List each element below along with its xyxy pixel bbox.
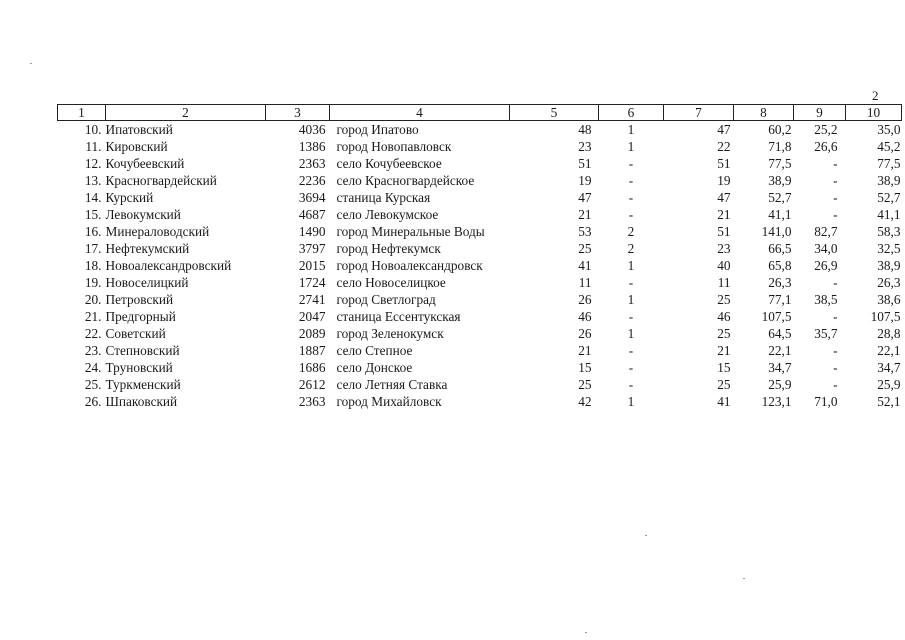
district-table	[57, 104, 902, 410]
population: 2363	[298, 394, 326, 409]
value-col-9: -	[833, 156, 838, 171]
district-name: Курский	[105, 190, 154, 205]
district-name: Степновский	[105, 343, 180, 358]
value-col-10: 38,9	[877, 258, 901, 273]
value-col-7: 15	[717, 360, 731, 375]
table-row	[58, 121, 902, 139]
admin-center: село Донское	[336, 360, 413, 375]
value-col-7: 46	[717, 309, 731, 324]
row-number: 16.	[84, 224, 102, 239]
admin-center: город Нефтекумск	[336, 241, 441, 256]
value-col-5: 25	[578, 241, 592, 256]
value-col-9: -	[833, 377, 838, 392]
admin-center: село Левокумское	[336, 207, 439, 222]
value-col-10: 52,7	[877, 190, 901, 205]
population: 3797	[298, 241, 326, 256]
value-col-6: 1	[627, 258, 635, 273]
value-col-5: 47	[578, 190, 592, 205]
value-col-7: 41	[717, 394, 731, 409]
value-col-5: 11	[578, 275, 592, 290]
row-number: 12.	[84, 156, 102, 171]
value-col-9: 26,9	[814, 258, 838, 273]
value-col-10: 52,1	[877, 394, 901, 409]
page-number: 2	[872, 88, 879, 103]
column-header: 7	[664, 105, 734, 121]
column-header: 9	[794, 105, 846, 121]
district-name: Советский	[105, 326, 166, 341]
value-col-5: 51	[578, 156, 592, 171]
population: 1887	[298, 343, 326, 358]
value-col-5: 26	[578, 292, 592, 307]
table-row	[58, 172, 902, 189]
table-row	[58, 206, 902, 223]
value-col-5: 48	[578, 122, 592, 137]
scan-speck	[645, 535, 647, 536]
value-col-8: 22,1	[768, 343, 792, 358]
value-col-8: 41,1	[768, 207, 792, 222]
population: 3694	[298, 190, 326, 205]
population: 4036	[298, 122, 326, 137]
value-col-7: 47	[717, 190, 731, 205]
column-header: 3	[266, 105, 330, 121]
row-number: 18.	[84, 258, 102, 273]
value-col-9: 34,0	[814, 241, 838, 256]
district-name: Труновский	[105, 360, 173, 375]
value-col-9: -	[833, 275, 838, 290]
admin-center: город Минеральные Воды	[336, 224, 485, 239]
value-col-5: 41	[578, 258, 592, 273]
value-col-10: 25,9	[877, 377, 901, 392]
value-col-8: 65,8	[768, 258, 792, 273]
value-col-8: 25,9	[768, 377, 792, 392]
value-col-6: -	[628, 377, 634, 392]
scan-speck	[743, 578, 745, 579]
admin-center: село Новоселицкое	[336, 275, 446, 290]
population: 2741	[298, 292, 326, 307]
value-col-8: 66,5	[768, 241, 792, 256]
value-col-7: 25	[717, 292, 731, 307]
value-col-7: 23	[717, 241, 731, 256]
value-col-7: 19	[717, 173, 731, 188]
district-name: Левокумский	[105, 207, 181, 222]
value-col-6: 1	[627, 122, 635, 137]
value-col-8: 38,9	[768, 173, 792, 188]
value-col-10: 26,3	[877, 275, 901, 290]
table-row	[58, 308, 902, 325]
scan-speck	[585, 632, 587, 633]
admin-center: село Красногвардейское	[336, 173, 475, 188]
value-col-9: -	[833, 207, 838, 222]
district-name: Минераловодский	[105, 224, 210, 239]
column-header: 1	[58, 105, 106, 121]
value-col-8: 60,2	[768, 122, 792, 137]
value-col-8: 123,1	[761, 394, 792, 409]
value-col-6: -	[628, 360, 634, 375]
table-row	[58, 342, 902, 359]
admin-center: станица Курская	[336, 190, 431, 205]
table-row	[58, 189, 902, 206]
population: 1686	[298, 360, 326, 375]
value-col-7: 11	[717, 275, 731, 290]
admin-center: город Светлоград	[336, 292, 436, 307]
value-col-9: 38,5	[814, 292, 838, 307]
value-col-9: 35,7	[814, 326, 838, 341]
value-col-10: 35,0	[877, 122, 901, 137]
admin-center: город Новоалександровск	[336, 258, 483, 273]
row-number: 26.	[84, 394, 102, 409]
table-row	[58, 257, 902, 274]
value-col-10: 45,2	[877, 139, 901, 154]
value-col-9: -	[833, 343, 838, 358]
population: 2047	[298, 309, 326, 324]
value-col-6: 1	[627, 326, 635, 341]
row-number: 23.	[84, 343, 102, 358]
value-col-7: 25	[717, 326, 731, 341]
value-col-10: 58,3	[877, 224, 901, 239]
value-col-5: 53	[578, 224, 592, 239]
value-col-10: 38,6	[877, 292, 901, 307]
column-header: 8	[734, 105, 794, 121]
population: 2089	[298, 326, 326, 341]
value-col-10: 34,7	[877, 360, 901, 375]
admin-center: город Михайловск	[336, 394, 442, 409]
row-number: 11.	[85, 139, 102, 154]
value-col-6: -	[628, 343, 634, 358]
value-col-9: 71,0	[814, 394, 838, 409]
table-row	[58, 155, 902, 172]
column-header: 2	[106, 105, 266, 121]
value-col-5: 21	[578, 207, 592, 222]
table-row	[58, 325, 902, 342]
value-col-9: 26,6	[814, 139, 838, 154]
row-number: 10.	[84, 122, 102, 137]
value-col-5: 26	[578, 326, 592, 341]
population: 4687	[298, 207, 326, 222]
column-header: 4	[330, 105, 510, 121]
value-col-5: 21	[578, 343, 592, 358]
column-header: 6	[599, 105, 664, 121]
value-col-6: 1	[627, 292, 635, 307]
value-col-7: 47	[717, 122, 731, 137]
value-col-5: 25	[578, 377, 592, 392]
scan-speck	[30, 63, 32, 64]
value-col-7: 51	[717, 156, 731, 171]
table-row	[58, 291, 902, 308]
population: 2236	[298, 173, 326, 188]
table-row	[58, 359, 902, 376]
district-name: Красногвардейский	[105, 173, 217, 188]
row-number: 14.	[84, 190, 102, 205]
column-header: 5	[510, 105, 599, 121]
value-col-10: 32,5	[877, 241, 901, 256]
admin-center: село Летняя Ставка	[336, 377, 448, 392]
value-col-10: 77,5	[877, 156, 901, 171]
district-name: Кочубеевский	[105, 156, 185, 171]
value-col-8: 77,1	[768, 292, 792, 307]
row-number: 22.	[84, 326, 102, 341]
value-col-6: -	[628, 190, 634, 205]
table-row	[58, 274, 902, 291]
admin-center: станица Ессентукская	[336, 309, 461, 324]
row-number: 17.	[84, 241, 102, 256]
value-col-6: -	[628, 275, 634, 290]
value-col-9: -	[833, 309, 838, 324]
value-col-8: 52,7	[768, 190, 792, 205]
value-col-8: 141,0	[761, 224, 792, 239]
district-name: Предгорный	[105, 309, 176, 324]
value-col-8: 64,5	[768, 326, 792, 341]
value-col-10: 22,1	[877, 343, 901, 358]
value-col-6: 1	[627, 139, 635, 154]
value-col-8: 107,5	[761, 309, 792, 324]
row-number: 19.	[84, 275, 102, 290]
table-body	[58, 121, 902, 411]
table-row	[58, 393, 902, 410]
value-col-8: 26,3	[768, 275, 792, 290]
value-col-7: 21	[717, 343, 731, 358]
value-col-10: 107,5	[870, 309, 901, 324]
district-name: Новоалександровский	[105, 258, 232, 273]
district-name: Ипатовский	[105, 122, 173, 137]
value-col-8: 77,5	[768, 156, 792, 171]
value-col-5: 42	[578, 394, 592, 409]
population: 1386	[298, 139, 326, 154]
value-col-6: -	[628, 309, 634, 324]
value-col-9: 25,2	[814, 122, 838, 137]
value-col-5: 19	[578, 173, 592, 188]
column-header: 10	[846, 105, 902, 121]
admin-center: город Новопавловск	[336, 139, 452, 154]
header-row	[58, 105, 902, 121]
value-col-6: -	[628, 156, 634, 171]
district-name: Кировский	[105, 139, 168, 154]
value-col-7: 21	[717, 207, 731, 222]
admin-center: город Зеленокумск	[336, 326, 444, 341]
row-number: 24.	[84, 360, 102, 375]
value-col-7: 25	[717, 377, 731, 392]
district-name: Шпаковский	[105, 394, 178, 409]
value-col-7: 51	[717, 224, 731, 239]
value-col-6: -	[628, 173, 634, 188]
value-col-6: 1	[627, 394, 635, 409]
row-number: 15.	[84, 207, 102, 222]
value-col-10: 38,9	[877, 173, 901, 188]
admin-center: город Ипатово	[336, 122, 419, 137]
population: 1490	[298, 224, 326, 239]
admin-center: село Степное	[336, 343, 413, 358]
value-col-8: 71,8	[768, 139, 792, 154]
value-col-9: -	[833, 190, 838, 205]
value-col-6: 2	[627, 224, 635, 239]
value-col-5: 15	[578, 360, 592, 375]
value-col-5: 46	[578, 309, 592, 324]
value-col-7: 40	[717, 258, 731, 273]
value-col-10: 28,8	[877, 326, 901, 341]
value-col-5: 23	[578, 139, 592, 154]
row-number: 20.	[84, 292, 102, 307]
district-name: Нефтекумский	[105, 241, 190, 256]
admin-center: село Кочубеевское	[336, 156, 442, 171]
population: 2015	[298, 258, 326, 273]
row-number: 21.	[84, 309, 102, 324]
table-row	[58, 223, 902, 240]
population: 2363	[298, 156, 326, 171]
district-name: Новоселицкий	[105, 275, 189, 290]
value-col-6: -	[628, 207, 634, 222]
value-col-8: 34,7	[768, 360, 792, 375]
row-number: 13.	[84, 173, 102, 188]
table-row	[58, 138, 902, 155]
value-col-9: -	[833, 173, 838, 188]
value-col-6: 2	[627, 241, 635, 256]
table-row	[58, 240, 902, 257]
population: 2612	[298, 377, 326, 392]
district-name: Петровский	[105, 292, 174, 307]
value-col-7: 22	[717, 139, 731, 154]
row-number: 25.	[84, 377, 102, 392]
population: 1724	[298, 275, 326, 290]
value-col-9: 82,7	[814, 224, 838, 239]
value-col-10: 41,1	[877, 207, 901, 222]
value-col-9: -	[833, 360, 838, 375]
table-row	[58, 376, 902, 393]
district-name: Туркменский	[105, 377, 181, 392]
